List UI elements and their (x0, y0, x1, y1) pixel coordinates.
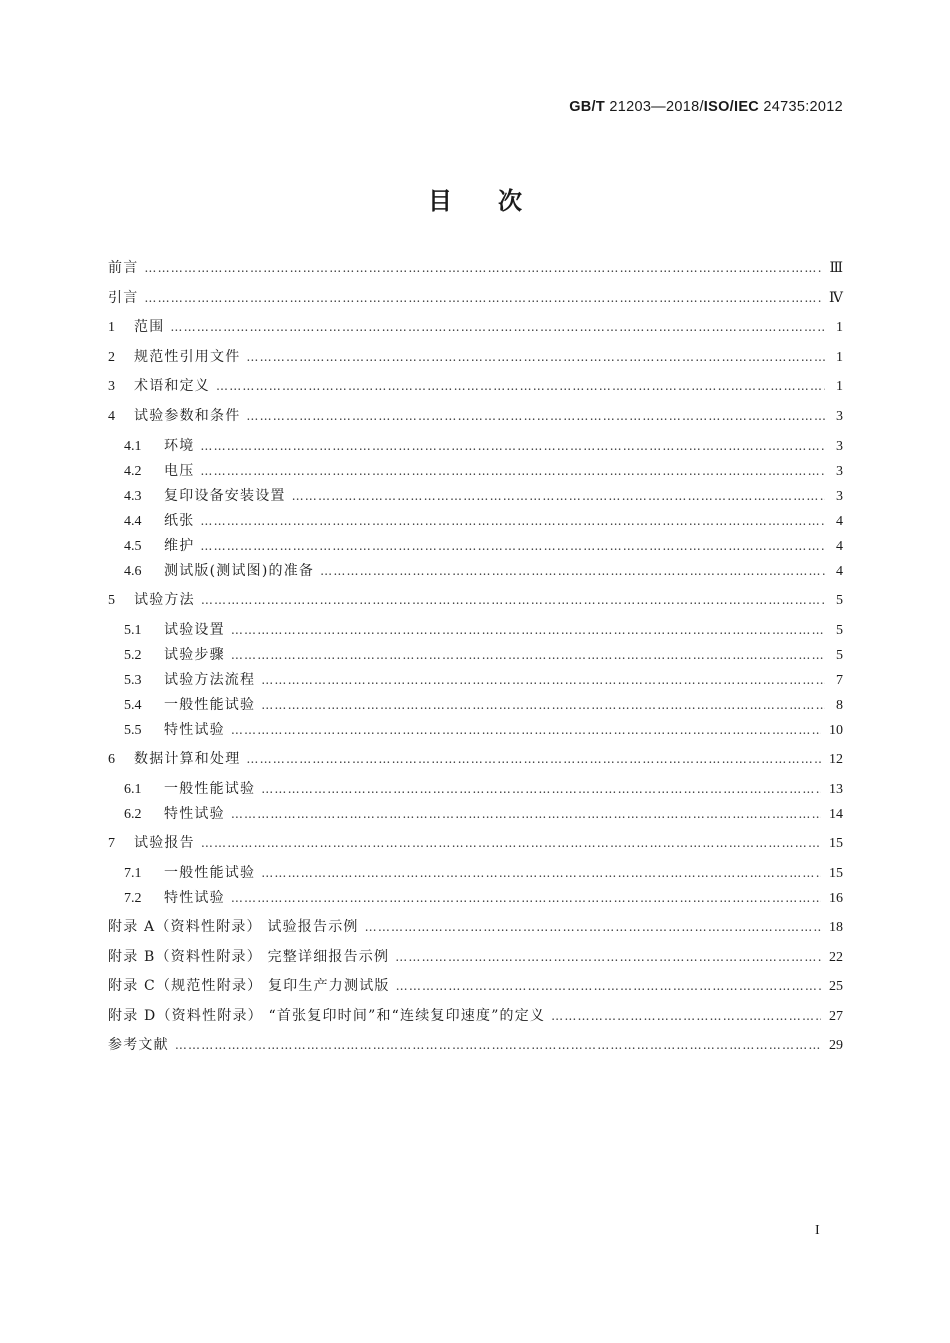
toc-entry-page: 22 (829, 949, 843, 965)
toc-entry[interactable] (108, 644, 843, 669)
toc-leader-dots (261, 782, 821, 796)
toc-entry-title: 参考文献 (108, 1037, 169, 1054)
toc-entry-page: 3 (836, 408, 843, 424)
page-title (0, 181, 950, 216)
toc-leader-dots (231, 891, 821, 905)
toc-leader-dots (365, 920, 821, 934)
toc-entry[interactable] (108, 287, 843, 317)
page-title-char-1: 目 (428, 186, 452, 215)
toc-entry-title: 范围 (134, 319, 165, 336)
toc-entry-number: 4.4 (124, 513, 142, 529)
toc-entry-number: 4.3 (124, 488, 142, 504)
toc-entry[interactable] (108, 510, 843, 535)
toc-entry-page: 5 (836, 647, 843, 663)
toc-leader-dots (320, 564, 825, 578)
toc-entry[interactable] (108, 316, 843, 346)
toc-entry[interactable] (108, 887, 843, 912)
toc-leader-dots (231, 807, 821, 821)
toc-entry-number: 6.2 (124, 806, 142, 822)
toc-entry[interactable] (108, 669, 843, 694)
toc-entry-page: 15 (829, 865, 843, 881)
table-of-contents (108, 257, 843, 1064)
toc-entry-title: 附录 A（资料性附录） 试验报告示例 (108, 918, 359, 935)
toc-leader-dots (261, 866, 821, 880)
toc-entry-title: 维护 (164, 537, 195, 554)
toc-entry-title: 特性试验 (164, 805, 225, 822)
toc-entry-page: 10 (829, 722, 843, 738)
toc-entry-title: 特性试验 (164, 889, 225, 906)
toc-leader-dots (231, 723, 821, 737)
toc-leader-dots (395, 950, 821, 964)
toc-entry-title: 试验设置 (164, 621, 225, 638)
toc-entry-title: 一般性能试验 (164, 780, 256, 797)
toc-entry-page: 5 (836, 622, 843, 638)
toc-entry-title: 一般性能试验 (164, 864, 256, 881)
toc-entry-page: 3 (836, 463, 843, 479)
toc-entry-title: 试验参数和条件 (134, 407, 241, 424)
toc-entry-page: 18 (829, 919, 843, 935)
toc-entry-title: 环境 (164, 437, 195, 454)
toc-entry-number: 5.2 (124, 647, 142, 663)
toc-leader-dots (261, 673, 825, 687)
toc-entry-number: 5.4 (124, 697, 142, 713)
toc-entry-page: 14 (829, 806, 843, 822)
toc-entry-title: 附录 D（资料性附录） “首张复印时间”和“连续复印速度”的定义 (108, 1007, 546, 1024)
toc-entry-title: 试验方法 (134, 591, 195, 608)
toc-entry-title: 引言 (108, 289, 139, 306)
toc-entry-page: 15 (829, 835, 843, 851)
toc-entry[interactable] (108, 946, 843, 976)
standard-code-iso-number: 24735:2012 (759, 99, 843, 115)
toc-leader-dots (200, 439, 825, 453)
toc-leader-dots (175, 1038, 821, 1052)
toc-entry-page: 25 (829, 979, 843, 995)
toc-entry-page: 3 (836, 488, 843, 504)
toc-leader-dots (144, 291, 821, 305)
toc-entry[interactable] (108, 916, 843, 946)
toc-entry-title: 规范性引用文件 (134, 348, 241, 365)
toc-leader-dots (231, 648, 825, 662)
toc-entry-page: 4 (836, 538, 843, 554)
page-title-char-2: 次 (498, 186, 522, 215)
toc-leader-dots (292, 489, 825, 503)
toc-entry-page: 1 (836, 349, 843, 365)
toc-entry-number: 5.1 (124, 622, 142, 638)
standard-code-gbt: GB/T (569, 99, 606, 115)
toc-entry[interactable] (108, 535, 843, 560)
toc-leader-dots (246, 350, 825, 364)
toc-entry[interactable] (108, 589, 843, 619)
toc-entry-number: 4.1 (124, 438, 142, 454)
standard-code-iso: ISO/IEC (703, 99, 760, 115)
toc-entry-title: 附录 C（规范性附录） 复印生产力测试版 (108, 978, 390, 995)
toc-entry[interactable] (108, 435, 843, 460)
toc-entry-title: 电压 (164, 462, 195, 479)
toc-entry[interactable] (108, 694, 843, 719)
toc-entry-number: 5.3 (124, 672, 142, 688)
toc-entry-page: Ⅳ (829, 290, 843, 306)
toc-leader-dots (200, 514, 825, 528)
toc-entry-number: 6.1 (124, 781, 142, 797)
toc-entry-title: 术语和定义 (134, 378, 210, 395)
toc-entry-number: 7.2 (124, 890, 142, 906)
toc-entry-title: 试验步骤 (164, 646, 225, 663)
toc-entry-page: 1 (836, 379, 843, 395)
toc-entry[interactable] (108, 1034, 843, 1064)
toc-entry[interactable] (108, 485, 843, 510)
toc-leader-dots (246, 409, 825, 423)
toc-entry[interactable] (108, 460, 843, 485)
toc-entry-page: 4 (836, 563, 843, 579)
toc-entry[interactable] (108, 405, 843, 435)
toc-entry-title: 数据计算和处理 (134, 750, 241, 767)
toc-leader-dots (201, 593, 825, 607)
toc-entry-number: 6 (108, 751, 115, 767)
toc-entry[interactable] (108, 778, 843, 803)
toc-entry-title: 附录 B（资料性附录） 完整详细报告示例 (108, 948, 390, 965)
toc-leader-dots (551, 1009, 821, 1023)
toc-entry-page: 3 (836, 438, 843, 454)
standard-code (569, 99, 843, 115)
toc-entry[interactable] (108, 803, 843, 828)
toc-entry[interactable] (108, 719, 843, 744)
toc-entry-number: 1 (108, 320, 115, 336)
toc-entry-number: 4.6 (124, 563, 142, 579)
toc-entry-page: 8 (836, 697, 843, 713)
toc-leader-dots (216, 379, 825, 393)
toc-leader-dots (200, 464, 825, 478)
toc-entry[interactable] (108, 748, 843, 778)
toc-entry[interactable] (108, 375, 843, 405)
toc-entry-number: 7 (108, 835, 115, 851)
toc-leader-dots (201, 836, 821, 850)
toc-entry-title: 复印设备安装设置 (164, 487, 286, 504)
toc-entry-title: 测试版(测试图)的准备 (164, 562, 315, 579)
toc-leader-dots (170, 320, 825, 334)
toc-entry-page: 1 (836, 320, 843, 336)
toc-leader-dots (246, 752, 821, 766)
toc-entry[interactable] (108, 862, 843, 887)
toc-leader-dots (200, 539, 825, 553)
toc-entry[interactable] (108, 1005, 843, 1035)
toc-entry-number: 3 (108, 379, 115, 395)
toc-entry[interactable] (108, 560, 843, 585)
toc-entry-number: 2 (108, 349, 115, 365)
toc-entry-title: 前言 (108, 260, 139, 276)
toc-entry-number: 7.1 (124, 865, 142, 881)
toc-entry-page: 7 (836, 672, 843, 688)
toc-leader-dots (261, 698, 825, 712)
page-number: I (815, 1223, 820, 1238)
toc-entry-page: 5 (836, 592, 843, 608)
toc-entry-number: 5 (108, 592, 115, 608)
toc-entry-number: 4 (108, 408, 115, 424)
toc-leader-dots (396, 979, 821, 993)
toc-entry-number: 4.2 (124, 463, 142, 479)
toc-entry-number: 5.5 (124, 722, 142, 738)
toc-entry-page: 12 (829, 751, 843, 767)
toc-entry-number: 4.5 (124, 538, 142, 554)
toc-entry[interactable] (108, 975, 843, 1005)
toc-entry[interactable] (108, 257, 843, 287)
toc-leader-dots (144, 261, 821, 275)
toc-entry-page: 29 (829, 1038, 843, 1054)
toc-entry[interactable] (108, 832, 843, 862)
toc-entry-page: 27 (829, 1008, 843, 1024)
standard-code-number: 21203—2018/ (605, 99, 704, 115)
toc-entry-title: 纸张 (164, 512, 195, 529)
toc-entry-title: 试验报告 (134, 834, 195, 851)
toc-entry-page: Ⅲ (829, 261, 843, 276)
toc-leader-dots (231, 623, 825, 637)
toc-entry[interactable] (108, 346, 843, 376)
toc-entry-page: 13 (829, 781, 843, 797)
toc-entry[interactable] (108, 619, 843, 644)
toc-entry-title: 特性试验 (164, 721, 225, 738)
toc-entry-page: 4 (836, 513, 843, 529)
toc-entry-page: 16 (829, 890, 843, 906)
toc-entry-title: 一般性能试验 (164, 696, 256, 713)
toc-entry-title: 试验方法流程 (164, 671, 256, 688)
